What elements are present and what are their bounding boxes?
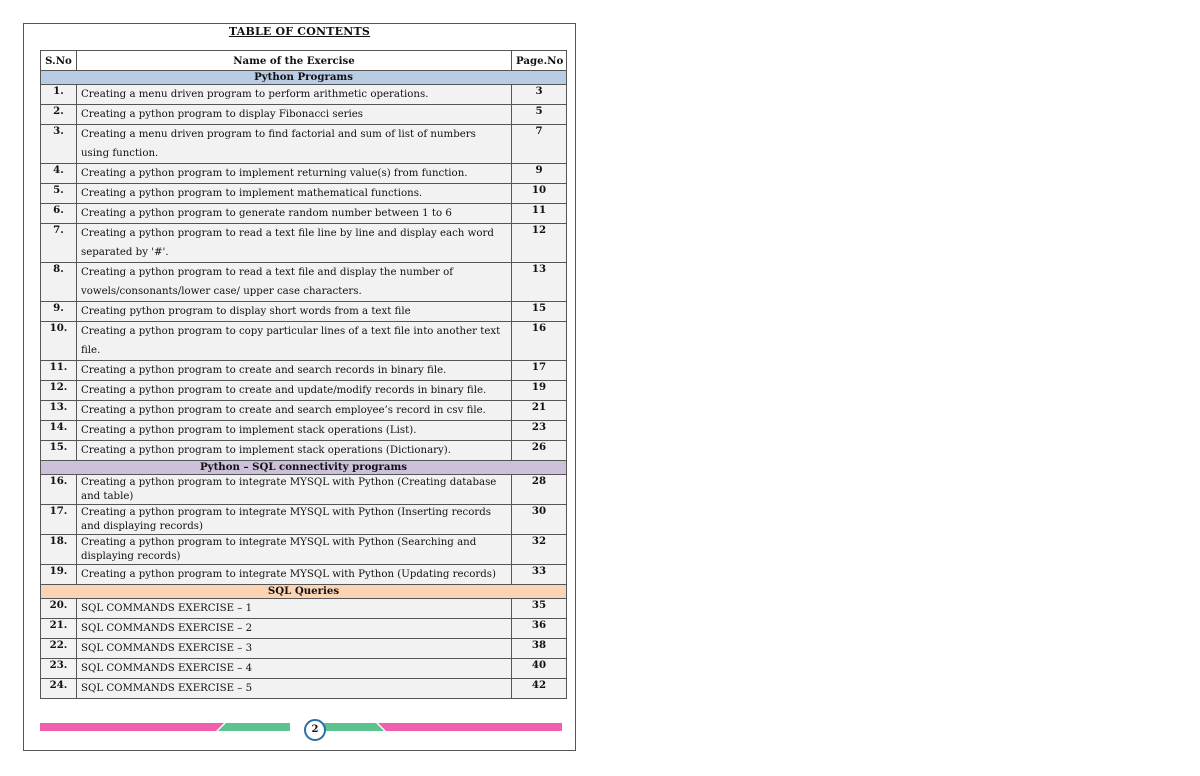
row-sno: 24. (41, 679, 77, 699)
row-page-number: 15 (512, 302, 567, 322)
row-exercise-name: Creating a python program to implement stack operations (Dictionary). (77, 441, 512, 461)
toc-table (40, 50, 567, 699)
row-exercise-name: Creating a python program to read a text file and display the number of vowels/consonants/lower case/ upper case characters. (77, 263, 512, 302)
section-sql-queries (41, 585, 567, 599)
row-exercise-name: Creating a python program to implement returning value(s) from function. (77, 164, 512, 184)
row-sno: 17. (41, 505, 77, 535)
toc-row (41, 184, 567, 204)
footer-pink-bar-right (378, 723, 562, 731)
row-page-number: 32 (512, 535, 567, 565)
row-page-number: 35 (512, 599, 567, 619)
row-page-number: 19 (512, 381, 567, 401)
toc-row (41, 381, 567, 401)
row-page-number: 33 (512, 565, 567, 585)
row-page-number: 10 (512, 184, 567, 204)
row-page-number: 16 (512, 322, 567, 361)
toc-header-row (41, 51, 567, 71)
row-sno: 5. (41, 184, 77, 204)
row-exercise-name: Creating a python program to implement mathematical functions. (77, 184, 512, 204)
toc-row (41, 421, 567, 441)
row-page-number: 38 (512, 639, 567, 659)
toc-row (41, 164, 567, 184)
header-sno: S.No (41, 51, 77, 71)
row-exercise-name: Creating a python program to create and search employee’s record in csv file. (77, 401, 512, 421)
toc-row (41, 361, 567, 381)
toc-row (41, 535, 567, 565)
page-footer (40, 717, 562, 743)
toc-row (41, 105, 567, 125)
row-sno: 20. (41, 599, 77, 619)
toc-row (41, 302, 567, 322)
row-exercise-name: SQL COMMANDS EXERCISE – 1 (77, 599, 512, 619)
toc-row (41, 659, 567, 679)
row-exercise-name: Creating a python program to display Fibonacci series (77, 105, 512, 125)
row-sno: 16. (41, 475, 77, 505)
row-sno: 6. (41, 204, 77, 224)
toc-row (41, 263, 567, 302)
row-sno: 2. (41, 105, 77, 125)
row-sno: 7. (41, 224, 77, 263)
row-page-number: 5 (512, 105, 567, 125)
toc-row (41, 565, 567, 585)
section-python-programs (41, 71, 567, 85)
toc-row (41, 505, 567, 535)
toc-row (41, 125, 567, 164)
page-number-badge: 2 (304, 719, 326, 741)
row-exercise-name: Creating a python program to implement stack operations (List). (77, 421, 512, 441)
header-name: Name of the Exercise (77, 51, 512, 71)
row-sno: 13. (41, 401, 77, 421)
row-sno: 18. (41, 535, 77, 565)
toc-row (41, 204, 567, 224)
toc-row (41, 401, 567, 421)
row-exercise-name: SQL COMMANDS EXERCISE – 3 (77, 639, 512, 659)
footer-decoration (40, 717, 562, 743)
row-exercise-name: Creating a python program to create and search records in binary file. (77, 361, 512, 381)
row-sno: 3. (41, 125, 77, 164)
toc-row (41, 475, 567, 505)
row-sno: 8. (41, 263, 77, 302)
toc-row (41, 322, 567, 361)
row-page-number: 42 (512, 679, 567, 699)
row-exercise-name: Creating a menu driven program to find factorial and sum of list of numbers using function. (77, 125, 512, 164)
row-sno: 23. (41, 659, 77, 679)
row-sno: 21. (41, 619, 77, 639)
footer-green-bar-left (218, 723, 290, 731)
row-exercise-name: SQL COMMANDS EXERCISE – 2 (77, 619, 512, 639)
row-page-number: 36 (512, 619, 567, 639)
toc-row (41, 599, 567, 619)
row-sno: 14. (41, 421, 77, 441)
toc-row (41, 224, 567, 263)
row-exercise-name: Creating a python program to integrate MYSQL with Python (Inserting records and displaying records) (77, 505, 512, 535)
toc-row (41, 679, 567, 699)
toc-row (41, 85, 567, 105)
document-page (23, 23, 576, 751)
section-title: Python – SQL connectivity programs (41, 461, 567, 475)
row-exercise-name: Creating a menu driven program to perform arithmetic operations. (77, 85, 512, 105)
row-sno: 10. (41, 322, 77, 361)
row-page-number: 3 (512, 85, 567, 105)
row-page-number: 26 (512, 441, 567, 461)
section-sql-connectivity (41, 461, 567, 475)
row-page-number: 40 (512, 659, 567, 679)
footer-pink-bar-left (40, 723, 224, 731)
row-sno: 19. (41, 565, 77, 585)
row-exercise-name: Creating a python program to integrate MYSQL with Python (Updating records) (77, 565, 512, 585)
row-page-number: 11 (512, 204, 567, 224)
row-exercise-name: Creating a python program to integrate MYSQL with Python (Creating database and table) (77, 475, 512, 505)
header-page: Page.No (512, 51, 567, 71)
row-page-number: 17 (512, 361, 567, 381)
row-page-number: 30 (512, 505, 567, 535)
row-sno: 22. (41, 639, 77, 659)
row-exercise-name: Creating a python program to copy particular lines of a text file into another text file. (77, 322, 512, 361)
row-page-number: 28 (512, 475, 567, 505)
row-exercise-name: Creating a python program to create and update/modify records in binary file. (77, 381, 512, 401)
row-exercise-name: Creating a python program to read a text file line by line and display each word separated by '#'. (77, 224, 512, 263)
row-page-number: 7 (512, 125, 567, 164)
row-exercise-name: Creating a python program to generate random number between 1 to 6 (77, 204, 512, 224)
row-page-number: 12 (512, 224, 567, 263)
row-page-number: 23 (512, 421, 567, 441)
row-exercise-name: SQL COMMANDS EXERCISE – 4 (77, 659, 512, 679)
row-exercise-name: SQL COMMANDS EXERCISE – 5 (77, 679, 512, 699)
section-title: Python Programs (41, 71, 567, 85)
row-page-number: 21 (512, 401, 567, 421)
row-sno: 1. (41, 85, 77, 105)
row-sno: 11. (41, 361, 77, 381)
toc-row (41, 619, 567, 639)
page-title: TABLE OF CONTENTS (228, 25, 371, 38)
row-sno: 12. (41, 381, 77, 401)
row-exercise-name: Creating a python program to integrate MYSQL with Python (Searching and displaying records) (77, 535, 512, 565)
row-sno: 15. (41, 441, 77, 461)
toc-row (41, 639, 567, 659)
row-page-number: 9 (512, 164, 567, 184)
toc-row (41, 441, 567, 461)
row-sno: 9. (41, 302, 77, 322)
section-title: SQL Queries (41, 585, 567, 599)
row-page-number: 13 (512, 263, 567, 302)
row-sno: 4. (41, 164, 77, 184)
row-exercise-name: Creating python program to display short words from a text file (77, 302, 512, 322)
